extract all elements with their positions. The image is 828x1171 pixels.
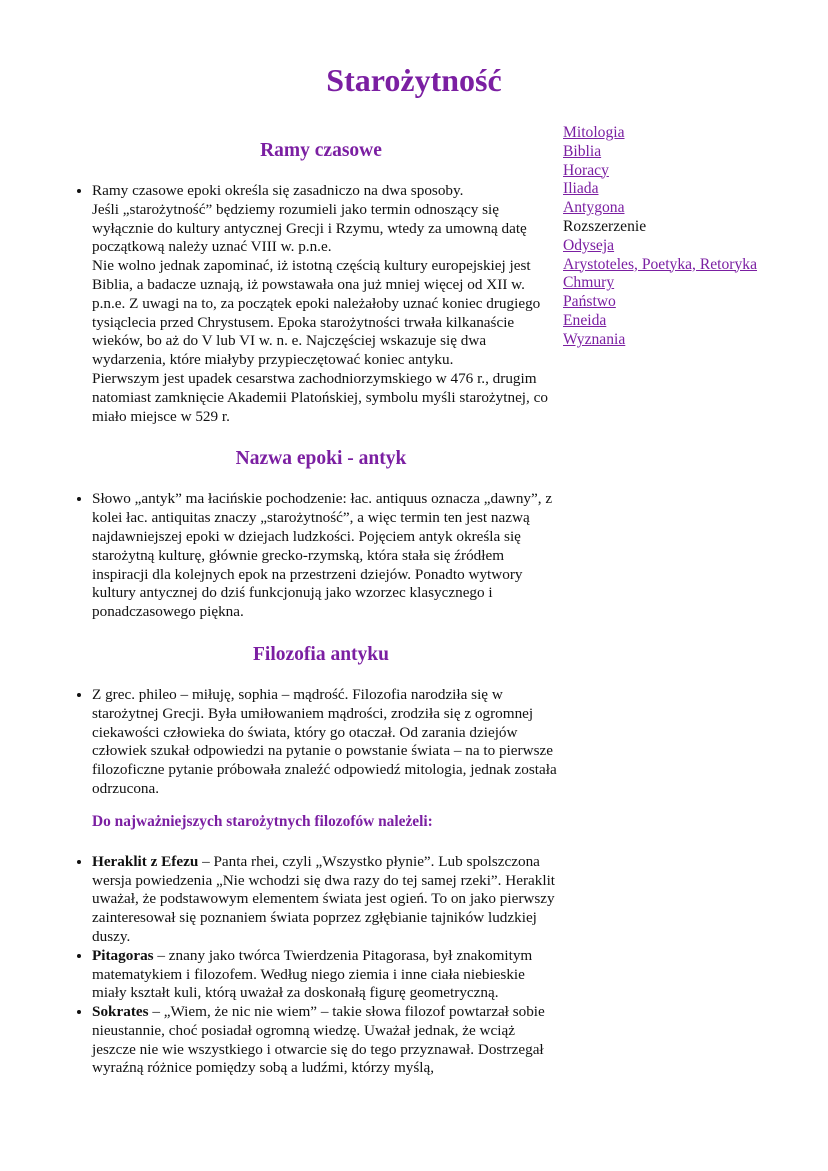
nav-link-panstwo[interactable]: Państwo bbox=[563, 293, 616, 311]
side-nav bbox=[563, 124, 823, 350]
philosopher-name: Pitagoras bbox=[92, 946, 154, 964]
list-item bbox=[92, 1003, 560, 1078]
nav-link-chmury[interactable]: Chmury bbox=[563, 274, 615, 292]
list-item bbox=[92, 947, 560, 1003]
philosopher-name: Sokrates bbox=[92, 1003, 149, 1021]
nav-link-odyseja[interactable]: Odyseja bbox=[563, 236, 615, 254]
section-ramy-czasowe bbox=[66, 140, 560, 426]
paragraph: Nie wolno jednak zapominać, iż istotną częścią kultury europejskiej jest Biblia, a badacze uznają, iż powstawała ona już mniej więcej od XII w. p.n.e. Z uwagi na to, za początek epoki należałoby uznać koniec drugiego tysiąclecia przed Chrystusem. Epoka starożytności trwała kilkanaście wieków, bo aż do V lub VI w. n. e. Najczęściej wskazuje się dwa wydarzenia, które miałyby przypieczętować koniec antyku. bbox=[92, 257, 541, 369]
list-item bbox=[92, 853, 560, 947]
nav-link-horacy[interactable]: Horacy bbox=[563, 161, 609, 179]
philosophers-heading: Do najważniejszych starożytnych filozofów należeli: bbox=[92, 812, 433, 830]
list-item bbox=[92, 686, 560, 799]
nav-label-rozszerzenie: Rozszerzenie bbox=[563, 217, 647, 235]
philosopher-text: – znany jako twórca Twierdzenia Pitagorasa, był znakomitym matematykiem i filozofem. Według niego ziemia i inne ciała niebieskie miały kształt kuli, którą uważał za doskonałą figurę geometryczną. bbox=[92, 946, 533, 1002]
philosopher-name: Heraklit z Efezu bbox=[92, 852, 199, 870]
nav-link-arystoteles[interactable]: Arystoteles, Poetyka, Retoryka bbox=[563, 255, 758, 273]
nav-link-iliada[interactable]: Iliada bbox=[563, 180, 599, 198]
list-item bbox=[92, 490, 560, 622]
list-item bbox=[92, 182, 560, 426]
nav-link-biblia[interactable]: Biblia bbox=[563, 142, 602, 160]
philosopher-text: – Panta rhei, czyli „Wszystko płynie”. Lub spolszczona wersja powiedzenia „Nie wchodzi się dwa razy do tej samej rzeki”. Heraklit uważał, że podstawowym elementem świata jest ogień. To on jako pierwszy zainteresował się poznaniem świata poprzez zgłębianie tajników ludzkiej duszy. bbox=[92, 852, 556, 945]
paragraph: • Słowo „antyk” ma łacińskie pochodzenie: łac. antiquus oznacza „dawny”, z kolei łac. antiquitas znaczy „starożytność”, a więc termin ten jest nazwą najdawniejszej epoki w dziejach ludzkości. Pojęciem antyk określa się starożytną kulturę, głównie grecko-rzymską, która stała się źródłem inspiracji dla kolejnych epok na przestrzeni dziejów. Ponadto wytwory kultury antycznej do dziś funkcjonują jako wzorzec klasycznego i ponadczasowego piękna. bbox=[92, 490, 553, 621]
bullet-list bbox=[66, 490, 560, 622]
main-content bbox=[66, 140, 560, 1078]
section-heading: Ramy czasowe bbox=[260, 140, 382, 161]
section-heading: Nazwa epoki - antyk bbox=[235, 448, 407, 470]
section-filozofia bbox=[66, 644, 560, 799]
paragraph: Pierwszym jest upadek cesarstwa zachodniorzymskiego w 476 r., drugim natomiast zamknięcie Akademii Platońskiej, symbolu myśli starożytnej, co miało miejsce w 529 r. bbox=[92, 369, 548, 425]
paragraph: • Ramy czasowe epoki określa się zasadniczo na dwa sposoby. bbox=[92, 182, 464, 199]
paragraph: Jeśli „starożytność” będziemy rozumieli jako termin odnoszący się wyłącznie do kultury antycznej Grecji i Rzymu, wtedy za umowną datę początkową należy uznać VIII w. p.n.e. bbox=[92, 200, 527, 256]
nav-link-eneida[interactable]: Eneida bbox=[563, 311, 607, 329]
philosophers-list bbox=[66, 853, 560, 1079]
nav-link-antygona[interactable]: Antygona bbox=[563, 199, 625, 217]
nav-link-wyznania[interactable]: Wyznania bbox=[563, 330, 626, 348]
bullet-list bbox=[66, 182, 560, 426]
nav-link-mitologia[interactable]: Mitologia bbox=[563, 124, 625, 141]
section-nazwa-epoki bbox=[66, 448, 560, 622]
bullet-list bbox=[66, 686, 560, 799]
philosopher-text: – „Wiem, że nic nie wiem” – takie słowa filozof powtarzał sobie nieustannie, choć posiadał ogromną wiedzę. Uważał jednak, że wciąż jeszcze nie wie wszystkiego i otwarcie się do tego przyznawał. Dostrzegał wyraźną różnice pomiędzy sobą a ludźmi, którzy myślą, bbox=[92, 1003, 545, 1077]
page-title: Starożytność bbox=[326, 62, 502, 98]
paragraph: • Z grec. phileo – miłuję, sophia – mądrość. Filozofia narodziła się w starożytnej Grecji. Była umiłowaniem mądrości, zrodziła się z ogromnej ciekawości człowieka do świata, który go otaczał. Od zarania dziejów człowiek szukał odpowiedzi na pytanie o powstanie świata – na to pierwsze filozoficzne pytanie próbowała znaleźć odpowiedź mitologia, jednak została odrzucona. bbox=[92, 685, 557, 797]
section-heading: Filozofia antyku bbox=[253, 643, 389, 665]
